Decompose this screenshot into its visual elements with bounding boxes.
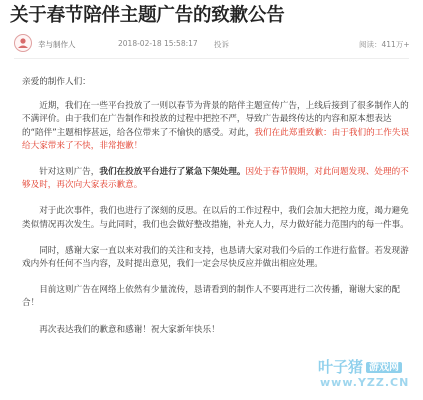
avatar[interactable] — [14, 34, 32, 52]
paragraph-4: 同时，感谢大家一直以来对我们的关注和支持，也恳请大家对我们今后的工作进行监督。若发现游戏内外有任何不当内容，及时提出意见，我们一定会尽快反应并做出相应处理。 — [22, 245, 409, 270]
publish-time: 2018-02-18 15:58:17 — [118, 39, 198, 48]
article-title: 关于春节陪伴主题广告的致歉公告 — [10, 5, 285, 26]
read-count: 阅读：411万+ — [359, 40, 410, 49]
takedown-highlight: 我们在投放平台进行了紧急下架处理。 — [99, 167, 246, 178]
paragraph-2-text: 针对这则广告， — [39, 167, 100, 178]
article-meta — [14, 34, 414, 54]
watermark-url: www.YZZ.CN — [320, 376, 410, 389]
greeting: 亲爱的制作人们： — [22, 77, 91, 87]
paragraph-1 — [22, 100, 410, 153]
paragraph-3: 对于此次事件，我们也进行了深刻的反思。在以后的工作过程中，我们会加大把控力度，竭力避免类似情况再次发生。与此同时，我们也会做好整改措施，补充人力，尽力做好能力范围内的每一件事。 — [22, 206, 409, 230]
apology-highlight: 我们在此郑重致歉：由于我们的工作失误给大家带来了不快，非常抱歉！ — [22, 127, 410, 151]
article-body — [22, 76, 410, 350]
site-watermark — [318, 356, 418, 396]
paragraph-6: 再次表达我们的歉意和感谢！祝大家新年快乐！ — [39, 324, 220, 335]
watermark-name: 叶子猪 — [318, 358, 364, 376]
paragraph-2 — [22, 166, 410, 192]
watermark-tag: 游戏网 — [366, 362, 402, 373]
report-link[interactable]: 投诉 — [214, 40, 229, 49]
paragraph-5: 目前这则广告在网络上依然有少量流传，恳请看到的制作人不要再进行二次传播，谢谢大家的配合！ — [22, 285, 401, 309]
paragraph-1-text: 近期，我们在一些平台投放了一则以春节为背景的陪伴主题宣传广告，上线后接到了很多制作人的不满评价。由于我们在广告制作和投放的过程中把控不严，导致广告最终传达的内容和原本想表达的“陪伴”主题相悖甚远，给各位带来了不愉快的感受。对此， — [22, 101, 409, 138]
divider — [14, 58, 409, 59]
author-avatar-icon — [15, 35, 31, 51]
delay-apology-highlight: 因处于春节假期，对此问题发现、处理的不够及时，再次向大家表示歉意。 — [22, 167, 409, 191]
author-name[interactable]: 幸与制作人 — [38, 40, 76, 49]
